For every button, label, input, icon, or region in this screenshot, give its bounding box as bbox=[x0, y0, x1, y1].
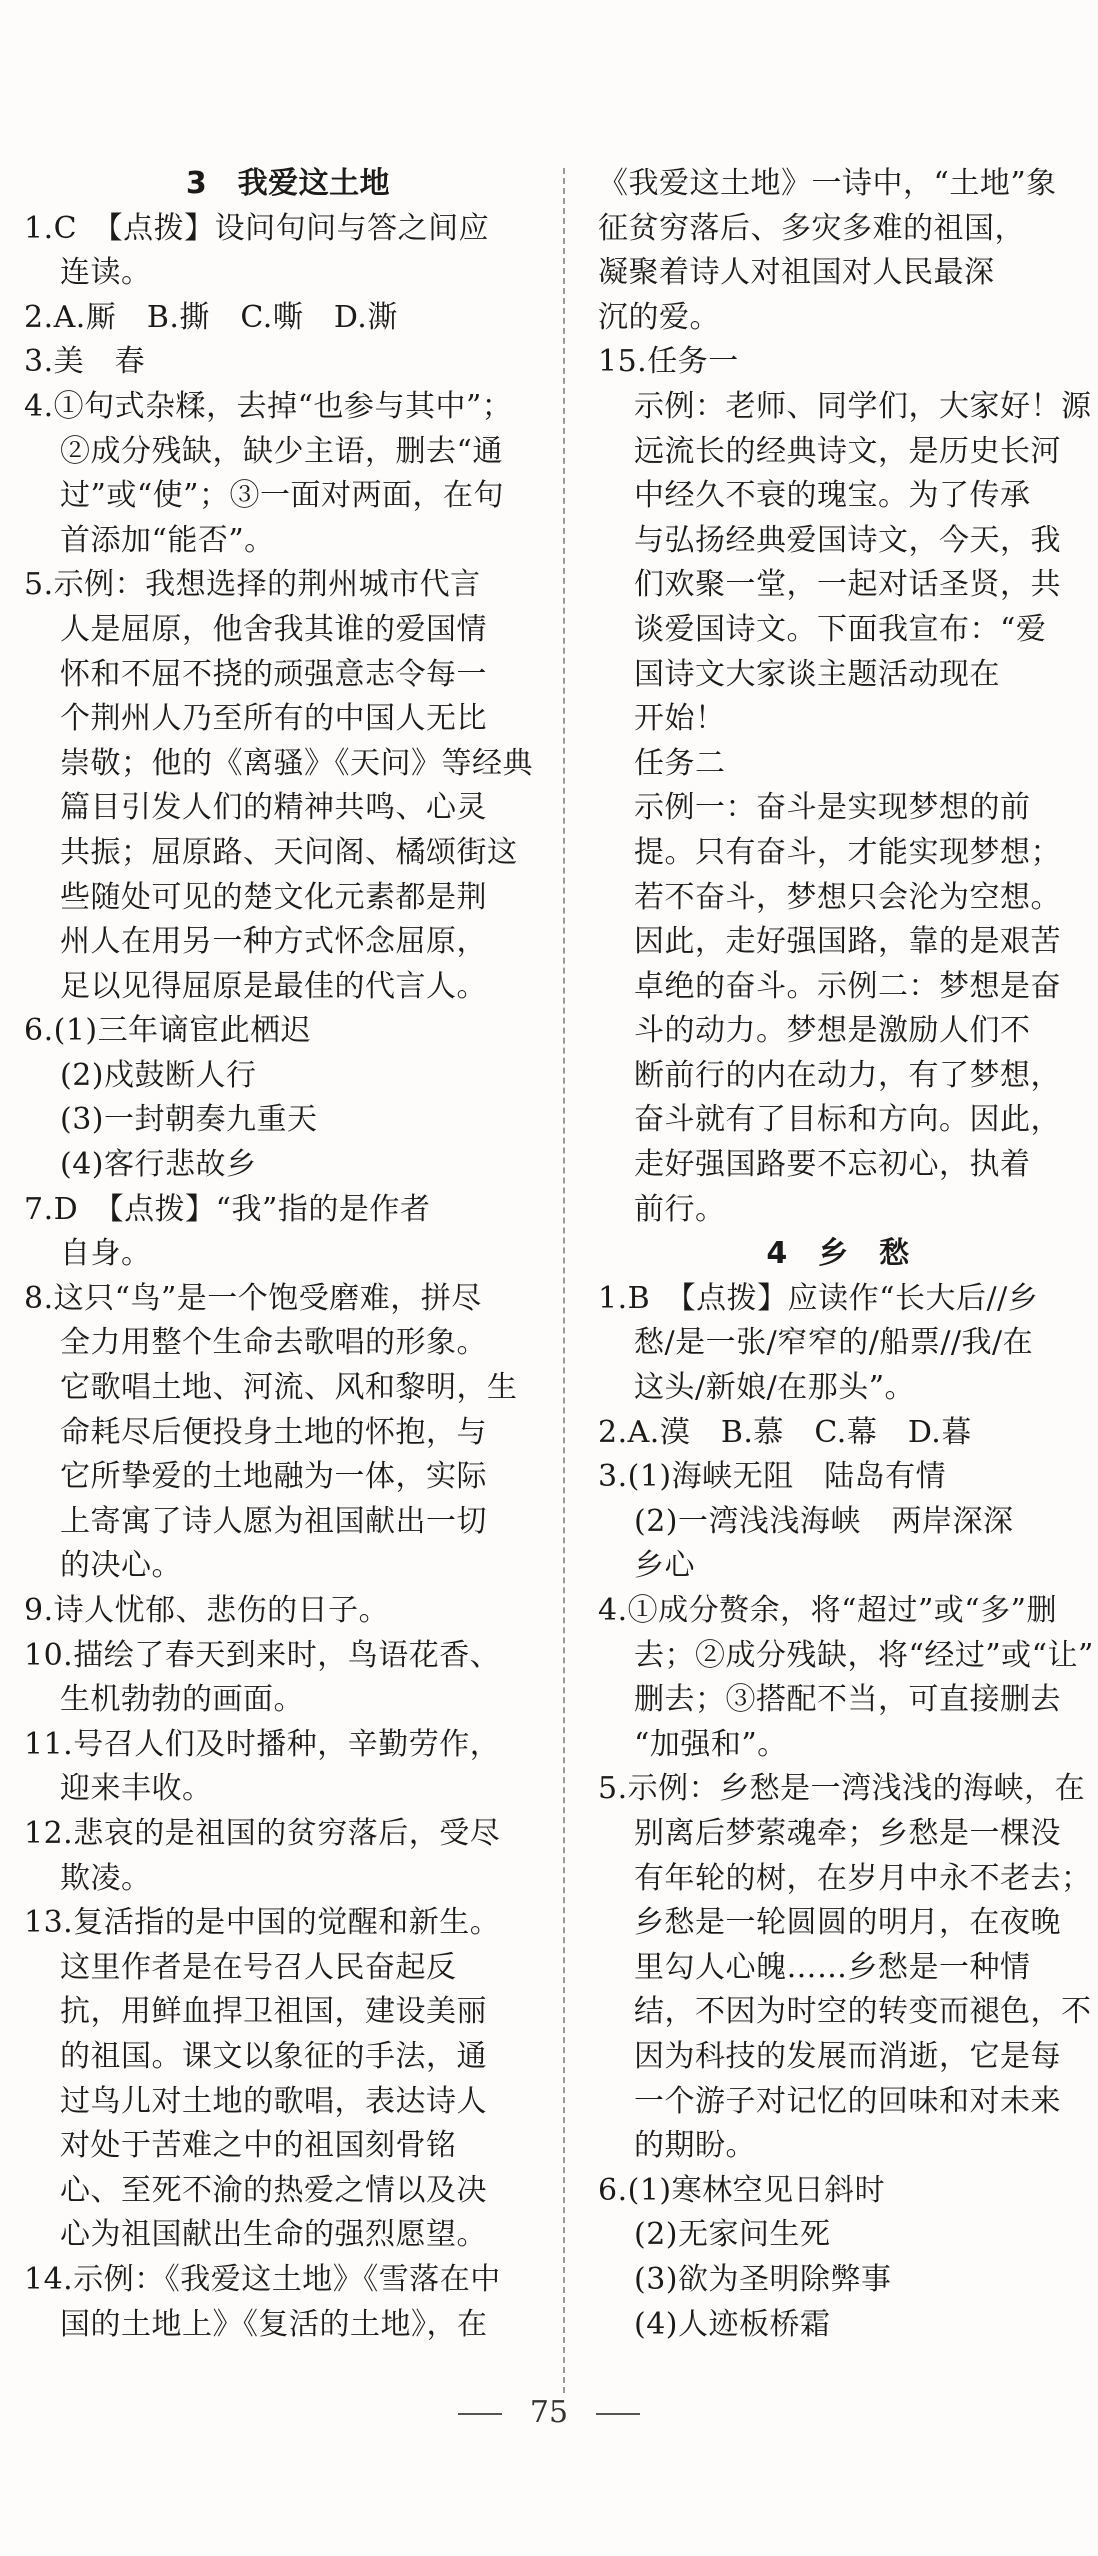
answer-line: 示例一：奋斗是实现梦想的前 bbox=[634, 790, 1031, 826]
answer-line: 10.描绘了春天到来时，鸟语花香、 bbox=[24, 1637, 501, 1673]
answer-line: 的期盼。 bbox=[634, 2128, 756, 2164]
answer-line: 这头/新娘/在那头”。 bbox=[634, 1370, 916, 1406]
left-column bbox=[24, 162, 552, 2347]
answer-line: 1.B 【点拨】应读作“长大后//乡 bbox=[598, 1280, 1039, 1316]
answer-line: 9.诗人忧郁、悲伤的日子。 bbox=[24, 1593, 390, 1628]
answer-line: 有年轮的树，在岁月中永不老去； bbox=[634, 1860, 1092, 1896]
answer-line: 足以见得屈原是最佳的代言人。 bbox=[60, 968, 487, 1004]
answer-line: 《我爱这土地》一诗中，“土地”象 bbox=[598, 166, 1057, 201]
answer-line: 迎来丰收。 bbox=[60, 1771, 213, 1807]
answer-line: 4.①成分赘余，将“超过”或“多”删 bbox=[598, 1593, 1057, 1628]
answer-line: 国的土地上》《复活的土地》，在 bbox=[60, 2306, 488, 2342]
answer-line: 去；②成分残缺，将“经过”或“让” bbox=[634, 1637, 1094, 1673]
footer-dash-left bbox=[458, 2413, 502, 2415]
answer-line: 的决心。 bbox=[60, 1548, 182, 1584]
answer-line: 卓绝的奋斗。示例二：梦想是奋 bbox=[634, 968, 1061, 1004]
answer-line: (4)人迹板桥霜 bbox=[634, 2306, 831, 2342]
answer-line: 因为科技的发展而消逝，它是每 bbox=[634, 2038, 1061, 2074]
answer-line: 些随处可见的楚文化元素都是荆 bbox=[60, 879, 487, 915]
answer-line: 8.这只“鸟”是一个饱受磨难，拼尽 bbox=[24, 1280, 482, 1316]
answer-line: 3.美 春 bbox=[24, 344, 146, 380]
answer-line: 它所挚爱的土地融为一体，实际 bbox=[60, 1459, 487, 1495]
answer-line: 心为祖国献出生命的强烈愿望。 bbox=[60, 2217, 487, 2253]
answer-line: 乡心 bbox=[634, 1548, 695, 1584]
right-column bbox=[598, 162, 1094, 2347]
answer-line: 13.复活指的是中国的觉醒和新生。 bbox=[24, 1905, 501, 1941]
answer-line: 12.悲哀的是祖国的贫穷落后，受尽 bbox=[24, 1815, 501, 1851]
answer-line: 里勾人心魄……乡愁是一种情 bbox=[634, 1949, 1031, 1985]
answer-line: 上寄寓了诗人愿为祖国献出一切 bbox=[60, 1503, 487, 1539]
answer-line: 生机勃勃的画面。 bbox=[60, 1682, 304, 1718]
answer-line: (2)无家问生死 bbox=[634, 2217, 831, 2253]
answer-line: 谈爱国诗文。下面我宣布：“爱 bbox=[634, 611, 1047, 647]
answer-line: 抗，用鲜血捍卫祖国，建设美丽 bbox=[60, 1994, 487, 2030]
answer-line: 篇目引发人们的精神共鸣、心灵 bbox=[60, 790, 487, 826]
answer-line: 过”或“使”；③一面对两面，在句 bbox=[60, 478, 505, 514]
answer-line: 15.任务一 bbox=[598, 344, 739, 380]
answer-line: 远流长的经典诗文，是历史长河 bbox=[634, 433, 1061, 469]
section-heading: 4 乡 愁 bbox=[766, 1236, 910, 1272]
answer-line: 沉的爱。 bbox=[598, 299, 720, 335]
answer-line: 愁/是一张/窄窄的/船票//我/在 bbox=[634, 1325, 1034, 1361]
answer-line: 人是屈原，他舍我其谁的爱国情 bbox=[60, 611, 487, 647]
answer-line: 14.示例：《我爱这土地》《雪落在中 bbox=[24, 2261, 501, 2297]
answer-line: 4.①句式杂糅，去掉“也参与其中”； bbox=[24, 388, 513, 424]
answer-line: 自身。 bbox=[60, 1236, 152, 1272]
answer-line: 11.号召人们及时播种，辛勤劳作， bbox=[24, 1726, 501, 1762]
answer-line: “加强和”。 bbox=[634, 1726, 788, 1762]
answer-line: 崇敬；他的《离骚》《天问》等经典 bbox=[60, 745, 533, 781]
answer-line: 走好强国路要不忘初心，执着 bbox=[634, 1147, 1031, 1183]
answer-line: (3)欲为圣明除弊事 bbox=[634, 2261, 892, 2297]
answer-line: (4)客行悲故乡 bbox=[60, 1147, 257, 1183]
answer-line: 5.示例：我想选择的荆州城市代言 bbox=[24, 567, 481, 603]
answer-line: 1.C 【点拨】设问句问与答之间应 bbox=[24, 210, 490, 246]
answer-line: 一个游子对记忆的回味和对未来 bbox=[634, 2083, 1061, 2119]
answer-line: 这里作者是在号召人民奋起反 bbox=[60, 1949, 457, 1985]
answer-line: 2.A.厮 B.撕 C.嘶 D.澌 bbox=[24, 299, 398, 335]
answer-line: 中经久不衰的瑰宝。为了传承 bbox=[634, 478, 1031, 514]
answer-line: 7.D 【点拨】“我”指的是作者 bbox=[24, 1191, 431, 1227]
answer-line: 奋斗就有了目标和方向。因此， bbox=[634, 1102, 1061, 1138]
answer-line: (2)一湾浅浅海峡 两岸深深 bbox=[634, 1503, 1014, 1539]
answer-line: 国诗文大家谈主题活动现在 bbox=[634, 656, 1000, 692]
answer-line: 过鸟儿对土地的歌唱，表达诗人 bbox=[60, 2083, 487, 2119]
answer-line: 6.(1)寒林空见日斜时 bbox=[598, 2172, 886, 2208]
answer-line: 凝聚着诗人对祖国对人民最深 bbox=[598, 255, 995, 291]
answer-line: 结，不因为时空的转变而褪色，不 bbox=[634, 1994, 1092, 2030]
answer-line: (2)戍鼓断人行 bbox=[60, 1057, 257, 1093]
answer-line: 怀和不屈不挠的顽强意志令每一 bbox=[60, 656, 487, 692]
section-heading: 3 我爱这土地 bbox=[185, 166, 391, 201]
answer-line: 个荆州人乃至所有的中国人无比 bbox=[60, 701, 487, 737]
answer-line: 连读。 bbox=[60, 255, 152, 291]
answer-line: 命耗尽后便投身土地的怀抱，与 bbox=[60, 1414, 487, 1450]
answer-line: 对处于苦难之中的祖国刻骨铭 bbox=[60, 2128, 457, 2164]
answer-line: 与弘扬经典爱国诗文，今天，我 bbox=[634, 522, 1061, 558]
answer-line: 删去；③搭配不当，可直接删去 bbox=[634, 1682, 1061, 1718]
page-footer bbox=[0, 2395, 1098, 2430]
answer-line: 开始！ bbox=[634, 701, 726, 737]
answer-line: 前行。 bbox=[634, 1191, 726, 1227]
answer-line: 5.示例：乡愁是一湾浅浅的海峡，在 bbox=[598, 1771, 1086, 1807]
answer-line: 斗的动力。梦想是激励人们不 bbox=[634, 1013, 1031, 1049]
answer-line: (3)一封朝奏九重天 bbox=[60, 1102, 318, 1138]
answer-line: 2.A.漠 B.慕 C.幕 D.暮 bbox=[598, 1414, 972, 1450]
answer-line: 的祖国。课文以象征的手法，通 bbox=[60, 2038, 487, 2074]
answer-line: 首添加“能否”。 bbox=[60, 522, 275, 558]
answer-line: 6.(1)三年谪宦此栖迟 bbox=[24, 1013, 312, 1049]
answer-line: 它歌唱土地、河流、风和黎明，生 bbox=[60, 1370, 518, 1406]
page-number: 75 bbox=[529, 2395, 569, 2430]
footer-dash-right bbox=[596, 2413, 640, 2415]
answer-line: 示例：老师、同学们，大家好！源 bbox=[634, 388, 1092, 424]
answer-line: 任务二 bbox=[634, 745, 726, 781]
answer-line: 征贫穷落后、多灾多难的祖国， bbox=[598, 210, 1025, 246]
answer-line: 别离后梦萦魂牵；乡愁是一棵没 bbox=[634, 1815, 1061, 1851]
answer-line: ②成分残缺，缺少主语，删去“通 bbox=[60, 433, 503, 469]
answer-line: 州人在用另一种方式怀念屈原， bbox=[60, 924, 487, 960]
answer-line: 因此，走好强国路，靠的是艰苦 bbox=[634, 924, 1061, 960]
answer-line: 心、至死不渝的热爱之情以及决 bbox=[60, 2172, 487, 2208]
answer-line: 欺凌。 bbox=[60, 1860, 152, 1896]
answer-line: 若不奋斗，梦想只会沦为空想。 bbox=[634, 879, 1061, 915]
answer-line: 全力用整个生命去歌唱的形象。 bbox=[60, 1325, 487, 1361]
answer-line: 们欢聚一堂，一起对话圣贤，共 bbox=[634, 567, 1061, 603]
answer-line: 提。只有奋斗，才能实现梦想； bbox=[634, 834, 1061, 870]
answer-line: 3.(1)海峡无阻 陆岛有情 bbox=[598, 1459, 947, 1495]
answer-line: 乡愁是一轮圆圆的明月，在夜晚 bbox=[634, 1905, 1061, 1941]
answer-line: 断前行的内在动力，有了梦想， bbox=[634, 1057, 1061, 1093]
answer-line: 共振；屈原路、天问阁、橘颂街这 bbox=[60, 834, 518, 870]
column-divider bbox=[563, 168, 565, 2393]
